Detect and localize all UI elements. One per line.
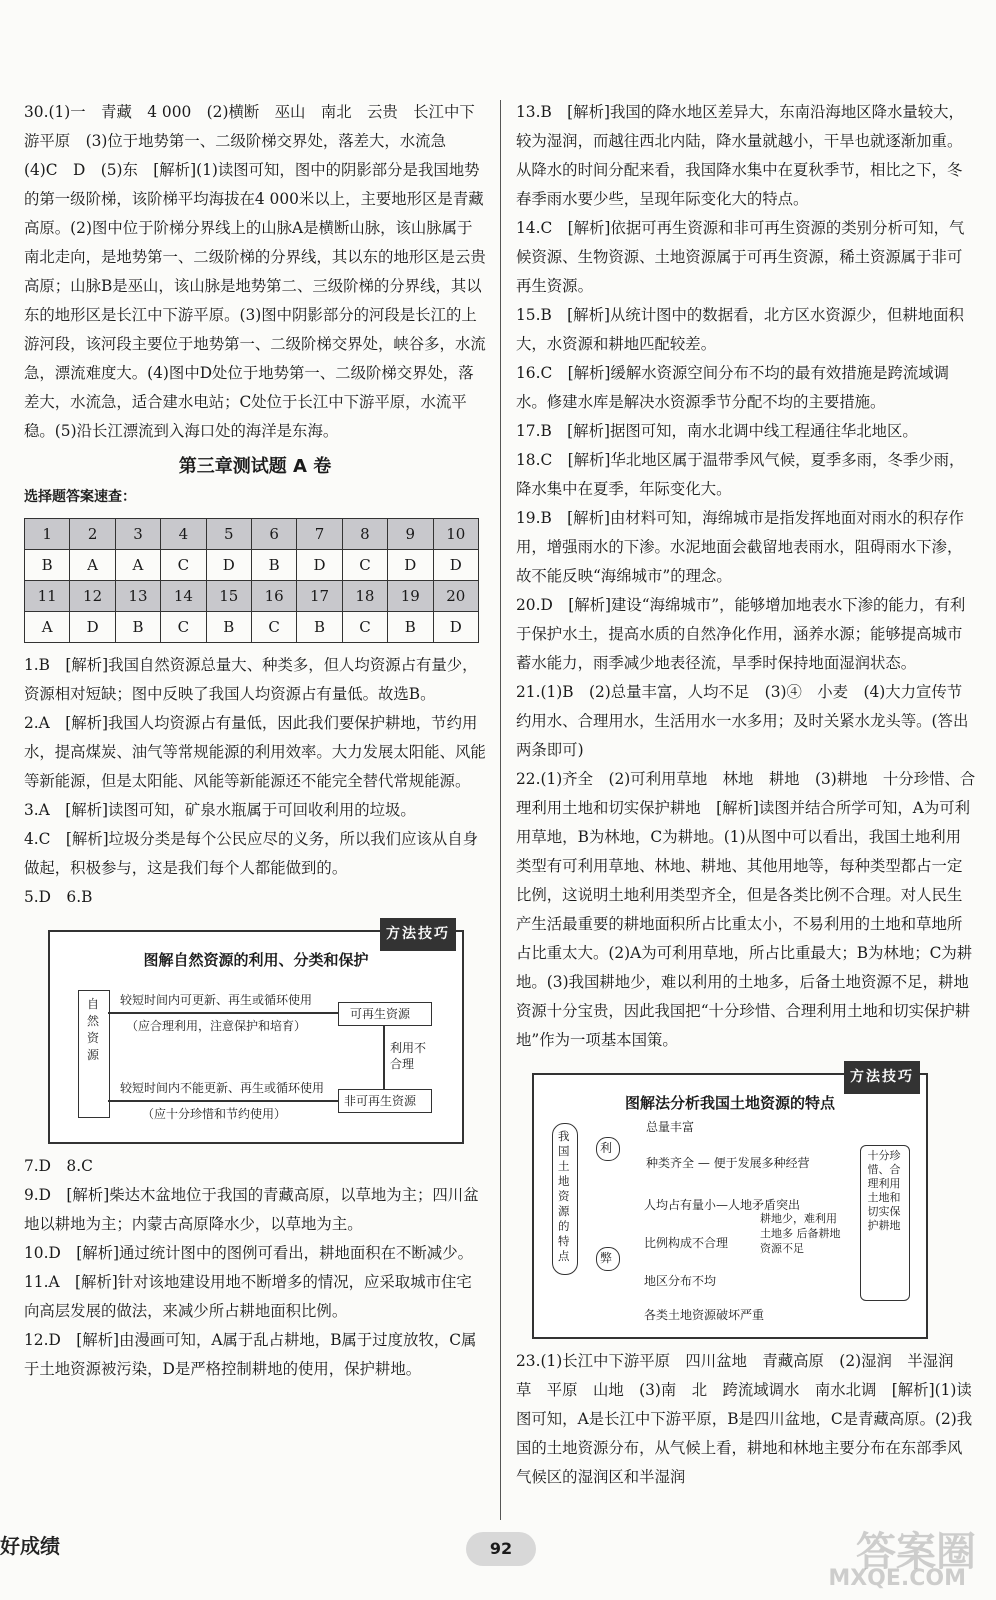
answer-number-cell: 3 <box>115 519 160 550</box>
question-5-6: 5.D 6.B <box>24 888 93 906</box>
question-30: 30.(1)一 青藏 4 000 (2)横断 巫山 南北 云贵 长江中下游平原 (3)位于地势第一、二级阶梯交界处，落差大，水流急 (4)C D (5)东 [解析](1)读图可知，图中的阴影部分是我国地势的第一级阶梯，该阶梯平均海拔在4 000米以上，主要地形区是青藏高原。(2)图中位于阶梯分界线上的山脉A是横断山脉，该山脉属于南北走向，是地势第一、二级阶梯的分界线，其以东的地形区是云贵高原；山脉B是巫山，该山脉是地势第二、三级阶梯的分界线，其以东的地形区是长江中下游平原。(3)图中阴影部分的河段是长江的上游河段，该河段主要位于地势第一、二级阶梯交界处，峡谷多，水流急，漂流难度大。(4)图中D处位于地势第一、二级阶梯交界处，落差大，水流急，适合建水电站；C处位于长江中下游平原，水流平稳。(5)沿长江漂流到入海口处的海洋是东海。 <box>24 103 486 440</box>
answer-number-cell: 10 <box>433 519 478 550</box>
question-21: 21.(1)B (2)总量丰富，人均不足 (3)④ 小麦 (4)大力宣传节约用水、合理用水，生活用水一水多用；及时关紧水龙头等。(答出两条即可) <box>516 683 969 759</box>
question-17: 17.B [解析]据图可知，南水北调中线工程通往华北地区。 <box>516 422 918 440</box>
answer-row-answers <box>25 612 479 643</box>
renewable-note: 较短时间内可更新、再生或循环使用 <box>120 993 313 1007</box>
question-15: 15.B [解析]从统计图中的数据看，北方区水资源少，但耕地面积大，水资源和耕地匹配较差。 <box>516 306 964 353</box>
answer-number-cell: 18 <box>342 581 387 612</box>
answer-number-cell: 12 <box>70 581 115 612</box>
arrow-line <box>383 1025 385 1089</box>
answer-row-numbers <box>25 581 479 612</box>
answer-number-cell: 14 <box>161 581 206 612</box>
nonrenewable-sub: （应十分珍惜和节约使用） <box>142 1107 287 1121</box>
resource-label: 自然资源 <box>87 997 100 1062</box>
question-3: 3.A [解析]读图可知，矿泉水瓶属于可回收利用的垃圾。 <box>24 801 416 819</box>
answer-number-cell: 6 <box>251 519 296 550</box>
answer-cell: D <box>388 550 433 581</box>
question-10: 10.D [解析]通过统计图中的图例可看出，耕地面积在不断减少。 <box>24 1244 473 1262</box>
li-item-1: 总量丰富 <box>646 1120 695 1134</box>
bi-item-3: 地区分布不均 <box>644 1274 717 1288</box>
bi-label: 弊 <box>600 1251 613 1265</box>
answer-cell: C <box>342 612 387 643</box>
answer-number-cell: 5 <box>206 519 251 550</box>
method-box-land <box>532 1069 928 1339</box>
bi-note: 耕地少，难利用土地多 后备耕地资源不足 <box>760 1212 841 1255</box>
answer-number-cell: 11 <box>25 581 70 612</box>
answer-cell: C <box>161 612 206 643</box>
root-label: 我国土地资源的特点 <box>558 1129 570 1263</box>
conclusion-label: 十分珍惜、合理利用土地和切实保护耕地 <box>867 1149 901 1232</box>
answer-cell: D <box>70 612 115 643</box>
question-18: 18.C [解析]华北地区属于温带季风气候，夏季多雨，冬季少雨，降水集中在夏季，年际变化大。 <box>516 451 965 498</box>
column-divider <box>500 100 501 1520</box>
answer-number-cell: 9 <box>388 519 433 550</box>
question-16: 16.C [解析]缓解水资源空间分布不均的最有效措施是跨流域调水。修建水库是解决水资源季节分配不均的主要措施。 <box>516 364 950 411</box>
question-14: 14.C [解析]依据可再生资源和非可再生资源的类别分析可知，气候资源、生物资源、土地资源属于可再生资源，稀土资源属于非可再生资源。 <box>516 219 965 295</box>
question-19: 19.B [解析]由材料可知，海绵城市是指发挥地面对雨水的积存作用，增强雨水的下渗。水泥地面会截留地表雨水，阻碍雨水下渗，故不能反映“海绵城市”的理念。 <box>516 509 964 585</box>
answer-cell: B <box>388 612 433 643</box>
answer-table <box>24 518 479 643</box>
left-column <box>24 98 486 1384</box>
misuse-label: 利用不合理 <box>390 1041 427 1071</box>
answer-cell: C <box>161 550 206 581</box>
question-7-8: 7.D 8.C <box>24 1157 93 1175</box>
question-20: 20.D [解析]建设“海绵城市”，能够增加地表水下渗的能力，有利于保护水土，提高水质的自然净化作用，涵养水源；能够提高城市蓄水能力，雨季减少地表径流，旱季时保持地面湿润状态。 <box>516 596 966 672</box>
answer-cell: B <box>206 612 251 643</box>
answer-number-cell: 17 <box>297 581 342 612</box>
answer-row-numbers <box>25 519 479 550</box>
li-label: 利 <box>600 1141 613 1155</box>
question-1: 1.B [解析]我国自然资源总量大、种类多，但人均资源占有量少，资源相对短缺；图中反映了我国人均资源占有量低。故选B。 <box>24 656 478 703</box>
nonrenewable-label: 非可再生资源 <box>344 1094 417 1108</box>
brand-label: 好成绩 <box>0 1534 60 1558</box>
question-4: 4.C [解析]垃圾分类是每个公民应尽的义务，所以我们应该从自身做起，积极参与，这是我们每个人都能做到的。 <box>24 830 479 877</box>
answer-cell: A <box>25 612 70 643</box>
answer-cell: A <box>115 550 160 581</box>
answer-cell: B <box>297 612 342 643</box>
box-title: 图解自然资源的利用、分类和保护 <box>143 951 369 969</box>
answer-cell: C <box>342 550 387 581</box>
bi-item-2: 比例构成不合理 <box>644 1236 729 1250</box>
method-tag: 方法技巧 <box>380 918 456 951</box>
renewable-label: 可再生资源 <box>350 1007 411 1021</box>
renewable-sub: （应合理利用，注意保护和培育） <box>126 1019 307 1033</box>
method-tag: 方法技巧 <box>844 1061 920 1094</box>
answer-number-cell: 1 <box>25 519 70 550</box>
question-12: 12.D [解析]由漫画可知，A属于乱占耕地，B属于过度放牧，C属于土地资源被污染，D是严格控制耕地的使用，保护耕地。 <box>24 1331 477 1378</box>
answer-label: 选择题答案速查： <box>24 489 136 505</box>
question-2: 2.A [解析]我国人均资源占有量低，因此我们要保护耕地，节约用水，提高煤炭、油气等常规能源的利用效率。大力发展太阳能、风能等新能源，但是太阳能、风能等新能源还不能完全替代常规能源。 <box>24 714 486 790</box>
nonrenewable-note: 较短时间内不能更新、再生或循环使用 <box>120 1081 325 1095</box>
answer-cell: D <box>433 550 478 581</box>
question-11: 11.A [解析]针对该地建设用地不断增多的情况，应采取城市住宅向高层发展的做法，来减少所占耕地面积比例。 <box>24 1273 472 1320</box>
watermark: 答案圈 <box>856 1529 976 1575</box>
answer-number-cell: 15 <box>206 581 251 612</box>
right-column <box>516 98 976 1492</box>
answer-cell: B <box>115 612 160 643</box>
answer-number-cell: 13 <box>115 581 160 612</box>
answer-cell: A <box>70 550 115 581</box>
answer-cell: B <box>251 550 296 581</box>
answer-row-answers <box>25 550 479 581</box>
answer-number-cell: 20 <box>433 581 478 612</box>
bi-item-4: 各类土地资源破坏严重 <box>644 1308 765 1322</box>
method-box-resources <box>48 926 464 1144</box>
answer-number-cell: 16 <box>251 581 296 612</box>
question-13: 13.B [解析]我国的降水地区差异大，东南沿海地区降水量较大，较为湿润，而越往西北内陆，降水量就越小，干旱也就逐渐加重。从降水的时间分配来看，我国降水集中在夏秋季节，相比之下，冬春季雨水要少些，呈现年际变化大的特点。 <box>516 103 964 208</box>
arrow-line <box>108 1012 338 1014</box>
answer-cell: B <box>25 550 70 581</box>
answer-cell: D <box>297 550 342 581</box>
answer-number-cell: 8 <box>342 519 387 550</box>
answer-cell: D <box>206 550 251 581</box>
watermark-url: MXQE.COM <box>828 1566 966 1591</box>
arrow-line <box>108 1100 338 1102</box>
question-22: 22.(1)齐全 (2)可利用草地 林地 耕地 (3)耕地 十分珍惜、合理利用土地和切实保护耕地 [解析]读图并结合所学可知，A为可利用草地，B为林地，C为耕地。(1)从图中可以看出，我国土地利用类型有可利用草地、林地、耕地、其他用地等，每种类型都占一定比例，这说明土地利用类型齐全，但是各类比例不合理。对人民生产生活最重要的耕地面积所占比重太小，不易利用的土地和草地所占比重太大。(2)A为可利用草地，所占比重最大；B为林地；C为耕地。(3)我国耕地少，难以利用的土地多，后备土地资源不足，耕地资源十分宝贵，因此我国把“十分珍惜、合理利用土地和切实保护耕地”作为一项基本国策。 <box>516 770 976 1049</box>
question-23: 23.(1)长江中下游平原 四川盆地 青藏高原 (2)湿润 半湿润 草 平原 山地 (3)南 北 跨流域调水 南水北调 [解析](1)读图可知，A是长江中下游平原，B是四川盆地，C是青藏高原。(2)我国的土地资源分布，从气候上看，耕地和林地主要分布在东部季风气候区的湿润区和半湿润 <box>516 1352 973 1486</box>
page-number: 92 <box>466 1532 536 1566</box>
answer-number-cell: 7 <box>297 519 342 550</box>
answer-number-cell: 19 <box>388 581 433 612</box>
question-9: 9.D [解析]柴达木盆地位于我国的青藏高原，以草地为主；四川盆地以耕地为主；内蒙古高原降水少，以草地为主。 <box>24 1186 479 1233</box>
chapter-title: 第三章测试题 A 卷 <box>178 456 332 477</box>
answer-number-cell: 4 <box>161 519 206 550</box>
bi-item-1: 人均占有量小—人地矛盾突出 <box>644 1198 801 1212</box>
answer-cell: D <box>433 612 478 643</box>
box-title: 图解法分析我国土地资源的特点 <box>624 1094 835 1112</box>
answer-cell: C <box>251 612 296 643</box>
answer-number-cell: 2 <box>70 519 115 550</box>
li-item-2: 种类齐全 — 便于发展多种经营 <box>646 1156 810 1170</box>
